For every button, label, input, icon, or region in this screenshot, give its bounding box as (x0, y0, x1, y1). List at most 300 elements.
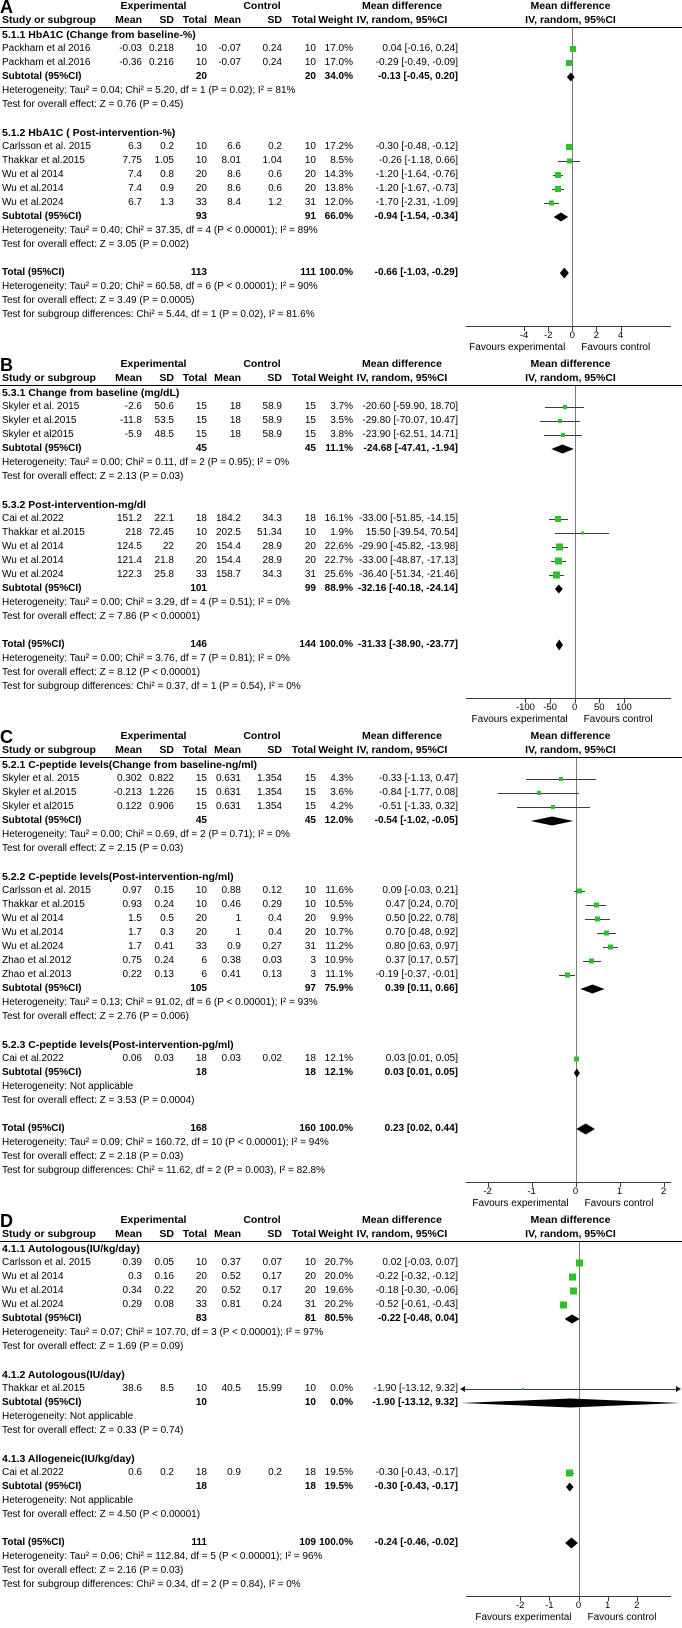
heterogeneity-note: Heterogeneity: Tau² = 0.40; Chi² = 37.35, df = 4 (P < 0.00001); I² = 89% (2, 225, 318, 236)
control-mean: 0.631 (215, 787, 241, 798)
experimental-mean: 7.4 (128, 169, 142, 180)
control-sd: 0.03 (262, 955, 282, 966)
weight-value: 9.9% (330, 913, 353, 924)
mean-difference-ci-text: -29.80 [-70.07, 10.47] (362, 415, 458, 426)
experimental-sd: 0.9 (160, 183, 174, 194)
experimental-total: 15 (195, 787, 207, 798)
study-name: Skyler et al2015 (2, 429, 74, 440)
mean-difference-ci-text: -1.90 [-13.12, 9.32] (373, 1383, 458, 1394)
subtotal-diamond (531, 817, 574, 826)
weight-value: 11.6% (325, 885, 353, 896)
experimental-mean (100, 582, 142, 596)
control-mean: 18 (229, 401, 241, 412)
subtotal-diamond (574, 1069, 580, 1078)
experimental-mean: 218 (125, 527, 142, 538)
control-mean: 8.6 (227, 169, 241, 180)
experimental-mean (100, 210, 142, 224)
control-sd: 34.3 (262, 569, 282, 580)
experimental-mean: -0.213 (113, 787, 142, 798)
control-total: 3 (310, 955, 316, 966)
control-total: 20 (304, 1271, 316, 1282)
experimental-mean: 1.7 (128, 927, 142, 938)
study-name: Carlsson et al. 2015 (2, 1257, 91, 1268)
weight-column-header: Weight (318, 372, 353, 384)
subtotal-diamond (565, 1315, 580, 1324)
control-total: 31 (304, 197, 316, 208)
experimental-mean: 0.29 (122, 1299, 142, 1310)
subtotal-label: Subtotal (95%CI) (2, 443, 82, 454)
section-spacer (0, 1024, 682, 1038)
study-row (0, 428, 682, 442)
mean-difference-ci-text: -0.30 [-0.48, -0.12] (375, 141, 458, 152)
control-mean: 0.631 (215, 773, 241, 784)
control-sd: 34.3 (262, 513, 282, 524)
axis-tick-label: 2 (593, 330, 600, 341)
study-row (0, 898, 682, 912)
mean-difference-ci-text: 0.09 [-0.03, 0.21] (382, 885, 458, 896)
subtotal-label: Subtotal (95%CI) (2, 71, 82, 82)
study-row (0, 1256, 682, 1270)
plot-axis (0, 1178, 682, 1214)
control-total: 18 (304, 1067, 316, 1078)
study-name: Packham et al 2016 (2, 43, 91, 54)
panel-letter-label: D (0, 1211, 13, 1231)
section-spacer (0, 252, 682, 266)
experimental-sd: 0.13 (154, 969, 174, 980)
section-title (0, 1452, 682, 1466)
study-name: Wu et al 2014 (2, 541, 64, 552)
section-title (0, 386, 682, 400)
control-mean (207, 1122, 241, 1136)
control-mean (207, 1536, 241, 1550)
experimental-mean: 0.3 (128, 1271, 142, 1282)
mean-difference-ci-text: -1.20 [-1.64, -0.76] (375, 169, 458, 180)
experimental-total: 10 (195, 1383, 207, 1394)
weight-value: 20.2% (324, 1299, 353, 1310)
study-name: Wu et al 2014 (2, 913, 64, 924)
point-estimate-marker (566, 144, 572, 150)
experimental-group-header: Experimental (120, 358, 187, 370)
experimental-sd: 0.22 (154, 1285, 174, 1296)
experimental-mean: 0.302 (116, 773, 142, 784)
experimental-sd: 48.5 (154, 429, 174, 440)
experimental-mean (100, 70, 142, 84)
study-name: Wu et al.2024 (2, 1299, 64, 1310)
control-total: 18 (304, 1467, 316, 1478)
favours-experimental-label: Favours experimental (469, 342, 566, 353)
plot-area (459, 1066, 682, 1080)
subtotal-diamond (566, 1483, 574, 1492)
study-name: Wu et al.2014 (2, 1285, 64, 1296)
mean-difference-ci-text: -0.54 [-1.02, -0.05] (374, 815, 458, 826)
weight-value: 17.2% (324, 141, 353, 152)
ci-plot-column-header: IV, random, 95%CI (525, 14, 616, 26)
experimental-sd: 72.45 (148, 527, 174, 538)
subtotal-diamond (461, 1399, 680, 1408)
control-mean: 6.6 (227, 141, 241, 152)
weight-value: 19.5% (324, 1481, 353, 1492)
control-mean: 1 (235, 927, 241, 938)
weight-value: 10.5% (324, 899, 353, 910)
weight-value: 100.0% (319, 1123, 353, 1134)
study-name: Thakkar et al.2015 (2, 899, 85, 910)
mean-difference-ci-text: 0.80 [0.63, 0.97] (385, 941, 458, 952)
study-row (0, 554, 682, 568)
section-spacer (0, 1522, 682, 1536)
column-group-header-row (0, 730, 682, 743)
plot-area (459, 912, 682, 926)
mean-difference-ci-text: -24.68 [-47.41, -1.94] (363, 443, 458, 454)
section-title-text: 4.1.3 Allogeneic(IU/kg/day) (2, 1453, 135, 1465)
panel-letter-label: B (0, 355, 13, 375)
plot-area (459, 526, 682, 540)
experimental-total: 10 (195, 155, 207, 166)
experimental-mean: 151.2 (116, 513, 142, 524)
mean-difference-ci-text: -0.26 [-1.18, 0.66] (379, 155, 458, 166)
control-total: 18 (304, 1481, 316, 1492)
subtotal-row (0, 582, 682, 596)
column-header-row (0, 371, 682, 386)
experimental-sd (142, 266, 174, 280)
subtotal-label: Subtotal (95%CI) (2, 1397, 82, 1408)
experimental-sd (142, 982, 174, 996)
weight-value: 16.1% (324, 513, 353, 524)
mean-difference-ci-text: -32.16 [-40.18, -24.14] (357, 583, 458, 594)
ci-column-header: IV, random, 95%CI (356, 744, 448, 756)
total-column-header: Total (291, 1228, 316, 1240)
heterogeneity-note: Heterogeneity: Not applicable (2, 1411, 134, 1422)
plot-area (459, 814, 682, 828)
experimental-sd: 22 (162, 541, 174, 552)
total-diamond (565, 1538, 578, 1549)
weight-value: 100.0% (319, 1537, 353, 1548)
column-group-header-row (0, 358, 682, 371)
control-total: 31 (304, 569, 316, 580)
experimental-sd (142, 1536, 174, 1550)
control-total: 10 (304, 141, 316, 152)
plot-area (459, 926, 682, 940)
point-estimate-marker (595, 917, 600, 922)
study-row (0, 786, 682, 800)
experimental-total: 20 (195, 541, 207, 552)
study-row (0, 940, 682, 954)
point-estimate-marker (549, 201, 554, 206)
plot-area (459, 1256, 682, 1270)
control-mean: 8.01 (221, 155, 241, 166)
experimental-total: 168 (190, 1123, 207, 1134)
mean-difference-ci-text: -0.33 [-1.13, 0.47] (379, 773, 458, 784)
control-sd (241, 1536, 282, 1550)
experimental-mean (100, 1480, 142, 1494)
plot-area (459, 512, 682, 526)
control-mean (207, 1480, 241, 1494)
point-estimate-marker (537, 791, 541, 795)
mean-difference-ci-text: -0.94 [-1.54, -0.34] (374, 211, 458, 222)
plot-area (459, 554, 682, 568)
control-group-header: Control (243, 0, 281, 12)
experimental-sd: 0.41 (154, 941, 174, 952)
plot-area (459, 982, 682, 996)
axis-tick-label: 100 (615, 702, 632, 713)
control-mean: 0.03 (221, 1053, 241, 1064)
axis-line (466, 698, 671, 699)
experimental-total: 15 (195, 415, 207, 426)
mean-difference-ci-text: 0.04 [-0.16, 0.24] (382, 43, 458, 54)
sd-column-header: SD (267, 14, 282, 26)
experimental-sd: 0.16 (154, 1271, 174, 1282)
experimental-total: 10 (195, 899, 207, 910)
section-title (0, 28, 682, 42)
experimental-sd: 0.2 (160, 1467, 174, 1478)
experimental-mean: 6.7 (128, 197, 142, 208)
control-mean: 8.4 (227, 197, 241, 208)
subgroup-differences-note: Test for subgroup differences: Chi² = 11.62, df = 2 (P = 0.003), I² = 82.8% (2, 1165, 325, 1176)
mean-difference-header: Mean difference (362, 0, 442, 12)
subtotal-row (0, 70, 682, 84)
subtotal-label: Subtotal (95%CI) (2, 1481, 82, 1492)
axis-tick-label: 2 (660, 1186, 667, 1197)
study-name: Cai et al.2022 (2, 1467, 64, 1478)
experimental-mean (100, 982, 142, 996)
weight-value: 66.0% (324, 211, 353, 222)
study-name: Zhao et al.2012 (2, 955, 72, 966)
ci-column-header: IV, random, 95%CI (356, 14, 448, 26)
plot-area (459, 182, 682, 196)
control-sd: 0.4 (268, 927, 282, 938)
control-sd (241, 1066, 282, 1080)
study-row (0, 800, 682, 814)
control-total: 20 (304, 927, 316, 938)
control-mean: 184.2 (215, 513, 241, 524)
point-estimate-marker (608, 945, 613, 950)
point-estimate-marker (589, 959, 594, 964)
experimental-mean: -11.8 (119, 415, 142, 426)
subtotal-row (0, 1312, 682, 1326)
control-total: 81 (304, 1313, 316, 1324)
weight-value: 19.6% (324, 1285, 353, 1296)
axis-tick-label: -4 (519, 330, 529, 341)
experimental-total: 33 (195, 941, 207, 952)
study-name: Packham et al.2016 (2, 57, 91, 68)
plot-area (459, 42, 682, 56)
point-estimate-marker (570, 1288, 577, 1295)
experimental-sd (142, 638, 174, 652)
control-mean (207, 982, 241, 996)
weight-value: 12.0% (324, 815, 353, 826)
experimental-sd: 0.906 (148, 801, 174, 812)
study-row (0, 1298, 682, 1312)
control-mean: 0.41 (221, 969, 241, 980)
control-total: 10 (304, 1383, 316, 1394)
study-row (0, 168, 682, 182)
experimental-total: 15 (195, 773, 207, 784)
study-row (0, 772, 682, 786)
favours-control-label: Favours control (583, 714, 653, 725)
axis-tick-label: 0 (572, 1186, 579, 1197)
panel-body (0, 386, 682, 730)
control-total: 45 (304, 443, 316, 454)
control-mean (207, 442, 241, 456)
experimental-mean (100, 1066, 142, 1080)
plot-area (459, 154, 682, 168)
experimental-total: 10 (195, 141, 207, 152)
control-sd (241, 814, 282, 828)
overall-effect-note: Test for overall effect: Z = 3.49 (P = 0.0005) (2, 295, 195, 306)
study-name: Wu et al.2014 (2, 183, 64, 194)
control-total: 15 (304, 787, 316, 798)
subtotal-label: Subtotal (95%CI) (2, 1313, 82, 1324)
total-column-header: Total (182, 744, 207, 756)
mean-difference-ci-text: 0.50 [0.22, 0.78] (385, 913, 458, 924)
control-total: 20 (304, 1285, 316, 1296)
plot-area (459, 954, 682, 968)
overall-effect-note: Test for overall effect: Z = 2.16 (P = 0.03) (2, 1565, 184, 1576)
plot-area (459, 1480, 682, 1494)
study-name: Wu et al.2024 (2, 941, 64, 952)
control-mean: 0.52 (221, 1271, 241, 1282)
mean-difference-ci-text: 0.03 [0.01, 0.05] (384, 1067, 458, 1078)
control-total: 10 (304, 527, 316, 538)
study-row (0, 1284, 682, 1298)
ci-plot-column-header: IV, random, 95%CI (525, 744, 616, 756)
plot-area (459, 196, 682, 210)
experimental-sd: 0.216 (148, 57, 174, 68)
axis-tick-label: -2 (515, 1600, 525, 1611)
total-column-header: Total (291, 744, 316, 756)
mean-column-header: Mean (214, 744, 241, 756)
weight-value: 11.1% (325, 969, 353, 980)
experimental-mean: 0.93 (122, 899, 142, 910)
study-row (0, 140, 682, 154)
study-row (0, 1382, 682, 1396)
control-mean: 154.4 (215, 555, 241, 566)
section-spacer (0, 1354, 682, 1368)
subtotal-row (0, 1066, 682, 1080)
subtotal-row (0, 1396, 682, 1410)
control-mean: 0.631 (215, 801, 241, 812)
axis-tick-label: -2 (543, 330, 553, 341)
weight-value: 0.0% (330, 1383, 353, 1394)
experimental-total: 10 (195, 1397, 207, 1408)
subtotal-label: Subtotal (95%CI) (2, 983, 82, 994)
subtotal-diamond (554, 213, 568, 222)
total-diamond (560, 268, 569, 279)
study-row (0, 196, 682, 210)
plot-area (459, 1284, 682, 1298)
weight-column-header: Weight (318, 744, 353, 756)
plot-area (459, 638, 682, 652)
axis-tick-label: 0 (572, 702, 578, 713)
study-name: Skyler et al. 2015 (2, 773, 80, 784)
mean-difference-ci-text: -1.70 [-2.31, -1.09] (375, 197, 458, 208)
heterogeneity-note: Heterogeneity: Tau² = 0.09; Chi² = 160.72, df = 10 (P < 0.00001); I² = 94% (2, 1137, 329, 1148)
mean-difference-ci-text: -29.90 [-45.82, -13.98] (359, 541, 458, 552)
study-name: Skyler et al.2015 (2, 415, 77, 426)
control-sd: 58.9 (262, 429, 282, 440)
control-mean (207, 70, 241, 84)
experimental-total: 10 (195, 1257, 207, 1268)
mean-difference-ci-text: -0.18 [-0.30, -0.06] (375, 1285, 458, 1296)
experimental-sd: 0.03 (154, 1053, 174, 1064)
experimental-sd: 0.8 (160, 169, 174, 180)
subtotal-row (0, 210, 682, 224)
sd-column-header: SD (159, 1228, 174, 1240)
plot-area (459, 168, 682, 182)
mean-difference-ci-text: 0.47 [0.24, 0.70] (385, 899, 458, 910)
control-total: 45 (304, 815, 316, 826)
experimental-sd: 50.6 (154, 401, 174, 412)
experimental-sd: 53.5 (154, 415, 174, 426)
panel-letter-label: A (0, 0, 13, 17)
column-header-row (0, 1227, 682, 1242)
weight-value: 3.8% (330, 429, 353, 440)
plot-area (459, 800, 682, 814)
total-row (0, 266, 682, 280)
mean-column-header: Mean (214, 14, 241, 26)
plot-area (459, 1122, 682, 1136)
experimental-mean: -5.9 (124, 429, 142, 440)
experimental-mean: -2.6 (124, 401, 142, 412)
control-total: 144 (299, 639, 316, 650)
point-estimate-marker (566, 1470, 573, 1477)
experimental-total: 45 (195, 443, 207, 454)
section-spacer (0, 484, 682, 498)
experimental-total: 113 (190, 267, 207, 278)
point-estimate-marker (581, 532, 584, 535)
plot-area (459, 1396, 682, 1410)
axis-line (466, 326, 671, 327)
experimental-sd: 0.24 (154, 955, 174, 966)
control-total: 15 (304, 773, 316, 784)
experimental-total: 10 (195, 57, 207, 68)
plot-area (459, 582, 682, 596)
subtotal-label: Subtotal (95%CI) (2, 211, 82, 222)
experimental-sd (142, 1480, 174, 1494)
sd-column-header: SD (159, 14, 174, 26)
experimental-sd: 8.5 (160, 1383, 174, 1394)
control-total: 3 (310, 969, 316, 980)
study-column-header: Study or subgroup (2, 372, 96, 384)
experimental-mean: 0.34 (122, 1285, 142, 1296)
mean-difference-ci-text: -33.00 [-51.85, -14.15] (359, 513, 458, 524)
total-label: Total (95%CI) (2, 639, 65, 650)
control-mean: 18 (229, 415, 241, 426)
study-name: Thakkar et al.2015 (2, 527, 85, 538)
sd-column-header: SD (267, 1228, 282, 1240)
section-title (0, 870, 682, 884)
total-row (0, 638, 682, 652)
favours-control-label: Favours control (581, 342, 651, 353)
control-sd: 1.354 (256, 773, 282, 784)
overall-effect-note: Test for overall effect: Z = 8.12 (P < 0.00001) (2, 667, 201, 678)
plot-area (459, 266, 682, 280)
subgroup-differences-note: Test for subgroup differences: Chi² = 5.44, df = 1 (P = 0.02), I² = 81.6% (2, 309, 315, 320)
experimental-total: 83 (195, 1313, 207, 1324)
experimental-total: 15 (195, 801, 207, 812)
study-column-header: Study or subgroup (2, 744, 96, 756)
point-estimate-marker (576, 1260, 583, 1267)
weight-value: 3.5% (330, 415, 353, 426)
total-diamond (556, 640, 563, 651)
study-name: Cai et al.2022 (2, 513, 64, 524)
study-name: Wu et al.2024 (2, 197, 64, 208)
overall-effect-note: Test for overall effect: Z = 3.05 (P = 0.002) (2, 239, 189, 250)
study-name: Skyler et al2015 (2, 801, 74, 812)
study-name: Wu et al.2024 (2, 569, 64, 580)
plot-axis (0, 1592, 682, 1628)
plot-axis (0, 694, 682, 730)
control-mean: 0.88 (221, 885, 241, 896)
